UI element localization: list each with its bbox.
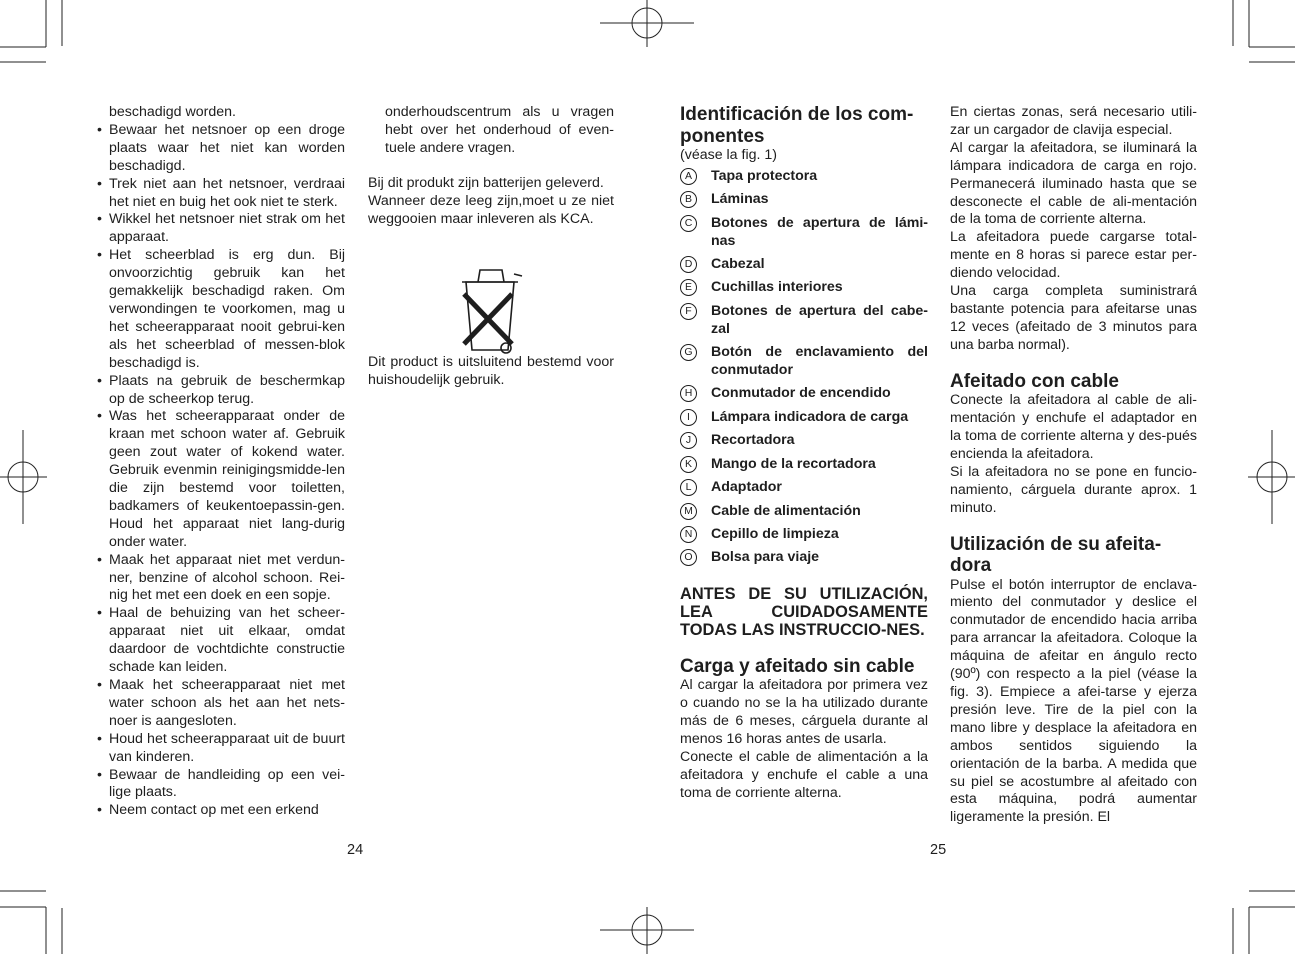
bullet-item: • Plaats na gebruik de beschermkap op de scheerkop terug. [92,373,345,409]
component-item [680,303,928,339]
component-label: Recortadora [711,432,795,449]
lead-text: beschadigd worden. [109,104,236,120]
right-page-column-1 [680,104,928,802]
component-item [680,479,928,497]
component-label: Bolsa para viaje [711,549,820,566]
component-letter-badge: B [680,191,697,208]
household-text: Dit product is uitsluitend bestemd voor huishoudelijk gebruik. [368,354,614,389]
component-label: Cable de alimentación [711,502,861,519]
component-item [680,191,928,209]
component-label: Botones de apertura de lámi-nas [711,214,928,249]
bullet-item: • Het scheerblad is erg dun. Bij onvoorzichtig gebruik kan het gemakkelijk beschadigd raken. Om verwondingen te voorkomen, mag u het scheerapparaat nooit gebrui-ken als het scheerblad of messen-blok beschadigd is. [92,247,345,372]
component-item [680,503,928,521]
component-letter-badge: O [680,549,697,566]
component-letter-badge: K [680,456,697,473]
component-item [680,215,928,251]
right-page-column-2 [950,104,1197,827]
component-label: Botones de apertura del cabe-zal [711,302,928,337]
bullet-item: • Maak het apparaat niet met verdun-ner, benzine of alcohol schoon. Rei-nig het met een doek en een sopje. [92,552,345,606]
identification-subtitle: (véase la fig. 1) [680,147,777,163]
component-letter-badge: H [680,385,697,402]
component-item [680,256,928,274]
continuation-text: onderhoudscentrum als u vragen hebt over het onderhoud of even-tuele andere vragen. [385,104,614,156]
component-label: Tapa protectora [711,167,818,184]
component-item [680,168,928,186]
cable-paragraph-1: Conecte la afeitadora al cable de ali-mentación y enchufe el adaptador en la toma de corriente alterna y des-pués encienda la afeitadora. [950,392,1197,462]
component-letter-badge: E [680,279,697,296]
bullet-item: • Maak het scheerapparaat niet met water schoon als het aan het nets-noer is aangesloten. [92,677,345,731]
component-label: Cabezal [711,256,765,273]
component-item [680,344,928,380]
safety-bullet-list [92,122,345,820]
component-letter-badge: L [680,479,697,496]
bullet-item: • Neem contact op met een erkend [92,802,345,820]
bullet-item: • Bewaar de handleiding op een vei-lige plaats. [92,767,345,803]
component-letter-badge: M [680,503,697,520]
component-label: Mango de la recortadora [711,455,876,472]
bullet-item: • Was het scheerapparaat onder de kraan met schoon water af. Gebruik geen zout water of kokend water. Gebruik evenmin reinigingsmidde-len die zijn bestemd voor toiletten, badkamers of keukentoepassin-gen. Houd het apparaat niet lang-durig onder water. [92,408,345,551]
battery-text: Wanneer deze leeg zijn,moet u ze niet weggooien maar inleveren als KCA. [368,192,614,227]
component-label: Botón de enclavamiento del conmutador [711,344,928,379]
component-item [680,409,928,427]
component-label: Conmutador de encendido [711,385,891,402]
page-number-left: 24 [347,842,364,858]
component-letter-badge: D [680,256,697,273]
use-heading: Utilización de su afeita-dora [950,533,1162,577]
col4-paragraph-4: Una carga completa suministrará bastante potencia para afeitarse unas 12 veces (afeitado de 3 minutos para una barba normal). [950,283,1197,353]
charge-paragraph-2: Conecte el cable de alimentación a la afeitadora y enchufe el cable a una toma de corriente alterna. [680,748,928,801]
component-item [680,526,928,544]
col4-paragraph-1: En ciertas zonas, será necesario utili-zar un cargador de clavija especial. [950,104,1197,138]
component-label: Cuchillas interiores [711,279,843,296]
battery-line: Bij dit produkt zijn batterijen geleverd. [368,174,604,191]
charge-heading: Carga y afeitado sin cable [680,655,915,677]
left-page-column-1 [92,104,345,820]
component-item [680,279,928,297]
component-letter-badge: A [680,168,697,185]
bullet-item: • Houd het scheerapparaat uit de buurt van kinderen. [92,731,345,767]
component-label: Láminas [711,191,769,208]
component-label: Lámpara indicadora de carga [711,408,909,425]
bullet-item: • Trek niet aan het netsnoer, verdraai het niet en buig het ook niet te sterk. [92,176,345,212]
bullet-item: • Wikkel het netsnoer niet strak om het apparaat. [92,211,345,247]
component-letter-badge: N [680,526,697,543]
crossed-out-wheelie-bin-icon [458,264,528,356]
charge-paragraph-1: Al cargar la afeitadora por primera vez o cuando no se la ha utilizado durante más de 6 meses, cárguela durante al menos 16 horas antes de usarla. [680,677,928,747]
cable-paragraph-2: Si la afeitadora no se pone en funcio-namiento, cárguela durante aprox. 1 minuto. [950,463,1197,516]
component-item [680,385,928,403]
component-item [680,456,928,474]
bullet-item: • Bewaar het netsnoer op een droge plaats waar het niet kan worden beschadigd. [92,122,345,176]
bullet-item: • Haal de behuizing van het scheer-apparaat niet uit elkaar, omdat daardoor de vochtdichte constructie schade kan leiden. [92,605,345,677]
component-label: Adaptador [711,479,782,496]
component-letter-badge: G [680,344,697,361]
cable-heading: Afeitado con cable [950,370,1119,392]
component-item [680,549,928,567]
page-number-right: 25 [930,842,947,858]
identification-heading: Identificación de los com-ponentes [680,104,914,147]
component-letter-badge: F [680,303,697,320]
component-item [680,432,928,450]
col4-paragraph-3: La afeitadora puede cargarse total-mente en 8 horas si parece estar per-diendo velocidad. [950,229,1197,282]
component-letter-badge: I [680,409,697,426]
caps-warning: ANTES DE SU UTILIZACIÓN, LEA CUIDADOSAMENTE TODAS LAS INSTRUCCIO-NES. [680,584,928,640]
component-label: Cepillo de limpieza [711,525,839,542]
use-paragraph: Pulse el botón interruptor de enclava-miento del conmutador y deslice el conmutador de encendido hacia arriba para arrancar la afeitadora. Coloque la máquina de afeitar en ángulo recto (90º) con respecto a la piel (véase la fig. 3). Empiece a afei-tarse y ejerza presión leve. Tire de la piel con la mano libre y desplace la afeitadora en ambos sentidos siguiendo la orientación de la barba. A medida que su piel se acostumbre al afeitado con esta máquina, podrá aumentar ligeramente la presión. El [950,576,1197,826]
col4-paragraph-2: Al cargar la afeitadora, se iluminará la lámpara indicadora de carga en rojo. Permanecerá iluminado hasta que se desconecte el cable de ali-mentación de la toma de corriente alterna. [950,139,1197,228]
component-letter-badge: C [680,215,697,232]
component-letter-badge: J [680,432,697,449]
